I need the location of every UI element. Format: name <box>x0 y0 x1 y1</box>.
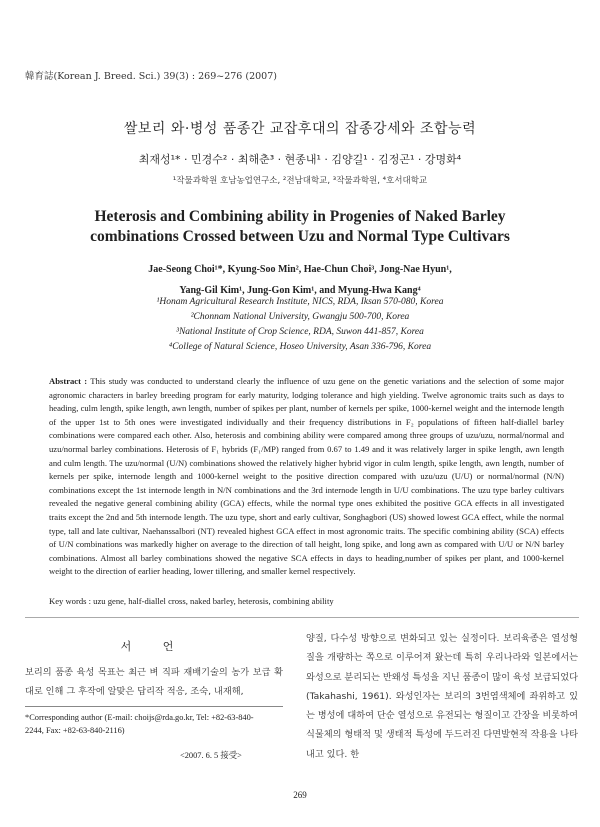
section-divider <box>25 617 579 618</box>
affiliation-1: ¹Honam Agricultural Research Institute, NICS, RDA, Iksan 570-080, Korea <box>156 297 444 307</box>
intro-left-column: 보리의 품종 육성 목표는 최근 벼 직파 재배기술의 농가 보급 확대로 인해 그 후작에 알맞은 답리작 적응, 조숙, 내재해, <box>25 667 283 697</box>
english-affiliations <box>0 295 600 355</box>
intro-heading: 서 언 <box>120 640 188 653</box>
abstract <box>49 375 564 579</box>
korean-affiliations: ¹작물과학원 호남농업연구소, ²전남대학교, ³작물과학원, ⁴호서대학교 <box>172 176 428 186</box>
abstract-text: This study was conducted to understand clearly the influence of uzu gene on the genetic variations and the selection of some major agronomic characters in barley breeding program for early maturity, lodging tolerance and high yielding. Twelve agronomic traits such as days to heading, culm length, spike length, awn length, number of spikes per plant, number of kernels per spike, 1000-kernel weight and the internode length of the upper 1st to 5th ones were investigated individually and their frequency distributions in F₂ populations of fifteen half-diallel barley combinations were compared each other. Also, heterosis and combining ability were compared among three groups of uzu/uzu, normal/normal and uzu/normal barley combinations. Heterosis of F₁ hybrids (F₁/MP) ranged from 0.67 to 1.49 and it was relatively larger in spike length, awn length and culm length. The uzu/normal (U/N) combinations showed the relatively higher hybrid vigor in culm length, spike length, awn length, number of kernels per spike, internode length and 1000-kernel weight to the positive direction compared with uzu/uzu (U/U) or normal/normal (N/N) combinations except the 1st internode length in N/N combinations and the 3rd internode length in U/U combinations. The uzu type barley cultivars revealed the negative general combining ability (GCA) effects, while the normal type ones exhibited the positive GCA effects in all investigated traits except the 2nd and 5th internode length. The uzu type, short and early cultivar, Songhagbori (US) showed lowest GCA effect, while the normal type, tall and late cultivar, Naehanssalbori (NT) revealed highest GCA effect in most agronomic traits. The specific combining ability (SCA) effects of U/N combinations was markedly higher on average to the direction of tall height, long spike, and long awn as compared with U/U or N/N barley combinations. Almost all barley combinations showed the negative SCA effects in days to heading,number of spikes per plant, and 1000-kernel weight to the direction of earlier heading, lower tillering, and smaller kernel respectively. <box>49 376 564 577</box>
english-title-line2: combinations Crossed between Uzu and Normal Type Cultivars <box>90 228 510 245</box>
keywords: Key words : uzu gene, half-diallel cross, naked barley, heterosis, combining ability <box>49 596 334 606</box>
affiliation-3: ³National Institute of Crop Science, RDA, Suwon 441-857, Korea <box>176 327 424 337</box>
english-title-line1: Heterosis and Combining ability in Progenies of Naked Barley <box>94 208 506 225</box>
journal-citation: 韓育誌(Korean J. Breed. Sci.) 39(3) : 269~276 (2007) <box>25 71 277 82</box>
intro-right-column: 양질, 다수성 방향으로 변화되고 있는 실정이다. 보리육종은 열성형질을 개량하는 쪽으로 이루어져 왔는데 특히 우리나라와 일본에서는 와성으로 분리되는 반왜성 특성을 지닌 품종이 많이 육성 보급되었다(Takahashi, 1961). 와성인자는 보리의 3번염색체에 좌위하고 있는 병성에 대하여 단순 열성으로 유전되는 형질이고 간장을 비롯하여 식물체의 형태적 및 생태적 특성에 두드러진 다면발현적 작용을 나타내고 있다. 한 <box>306 633 578 760</box>
affiliation-4: ⁴College of Natural Science, Hoseo University, Asan 336-796, Korea <box>168 342 432 352</box>
abstract-label: Abstract : <box>49 376 88 386</box>
received-date: <2007. 6. 5 接受> <box>180 751 242 760</box>
corresponding-author-footnote <box>25 712 285 737</box>
page-number: 269 <box>293 790 307 800</box>
english-authors-line2: Yang-Gil Kim¹, Jung-Gon Kim¹, and Myung-Hwa Kang⁴ <box>179 285 421 296</box>
english-authors-line1: Jae-Seong Choi¹*, Kyung-Soo Min², Hae-Chun Choi³, Jong-Nae Hyun¹, <box>148 264 452 275</box>
english-title <box>0 207 600 247</box>
korean-title: 쌀보리 와·병성 품종간 교잡후대의 잡종강세와 조합능력 <box>123 121 477 137</box>
footnote-divider <box>25 706 283 707</box>
korean-authors: 최재성¹* · 민경수² · 최해춘³ · 현종내¹ · 김양길¹ · 김정곤¹ · 강명화⁴ <box>138 153 462 166</box>
affiliation-2: ²Chonnam National University, Gwangju 500-700, Korea <box>190 312 410 322</box>
footnote-line2: 2244, Fax: +82-63-840-2116) <box>25 725 125 735</box>
footnote-line1: *Corresponding author (E-mail: choijs@rda.go.kr, Tel: +82-63-840- <box>25 713 254 722</box>
